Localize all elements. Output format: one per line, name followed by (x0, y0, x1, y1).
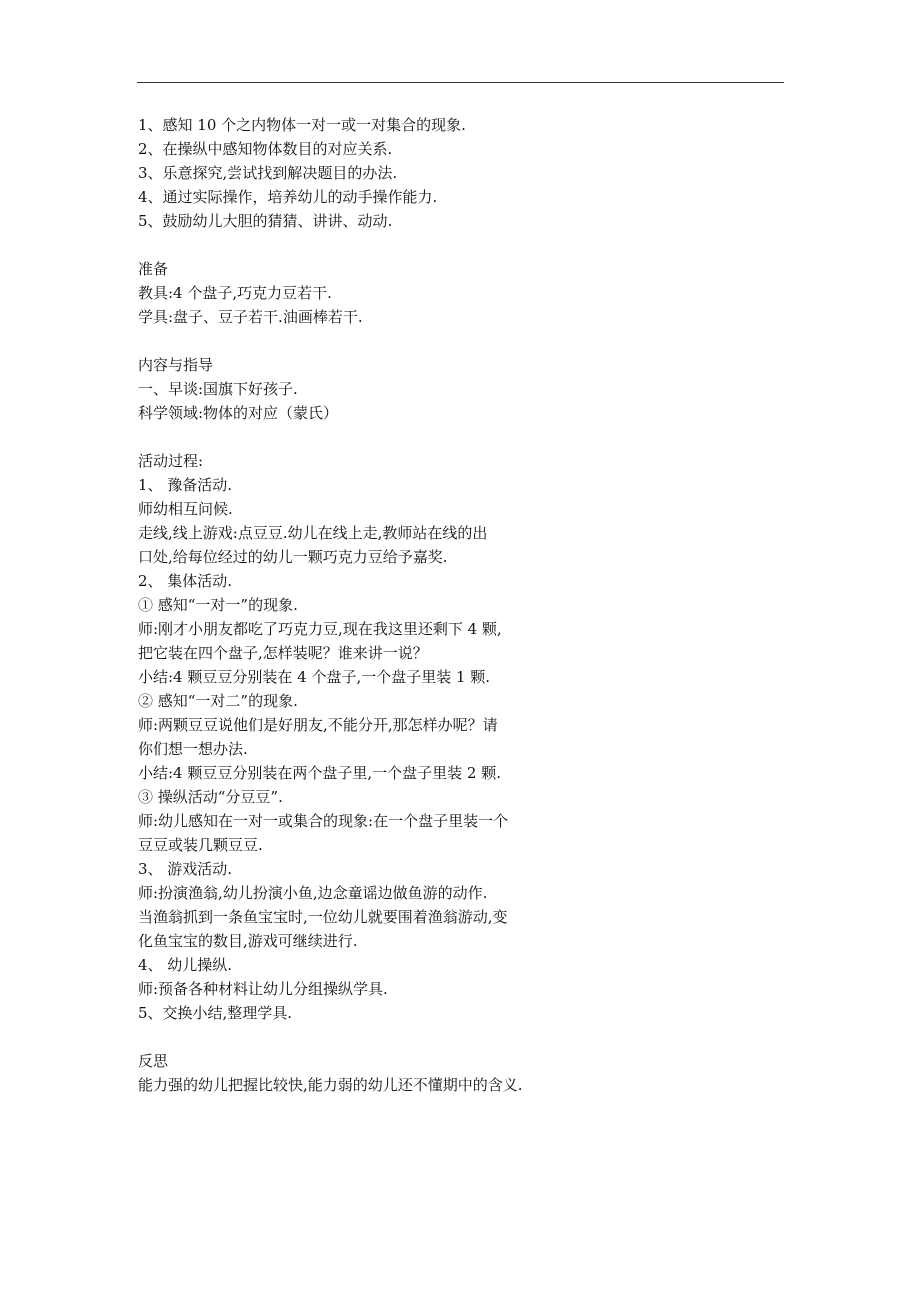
process-line: 师:扮演渔翁,幼儿扮演小鱼,边念童谣边做鱼游的动作. (138, 884, 488, 902)
content-line: 一、早谈:国旗下好孩子. (138, 380, 298, 398)
preparation-line: 教具:4 个盘子,巧克力豆若干. (138, 284, 332, 302)
preparation-heading: 准备 (138, 260, 169, 278)
process-line: 口处,给每位经过的幼儿一颗巧克力豆给予嘉奖. (138, 548, 448, 566)
process-line: 3、 游戏活动. (138, 860, 233, 878)
process-line: 化鱼宝宝的数目,游戏可继续进行. (138, 932, 358, 950)
goal-line: 3、乐意探究,尝试找到解决题目的办法. (138, 164, 398, 182)
process-line: 师:两颗豆豆说他们是好朋友,不能分开,那怎样办呢？请 (138, 716, 498, 734)
goal-line: 5、鼓励幼儿大胆的猜猜、讲讲、动动. (138, 212, 393, 230)
process-line: ① 感知“一对一”的现象. (138, 596, 298, 614)
section-gap (138, 233, 788, 257)
process-line: ③ 操纵活动“分豆豆”. (138, 788, 283, 806)
process-line: 当渔翁抓到一条鱼宝宝时,一位幼儿就要围着渔翁游动,变 (138, 908, 508, 926)
process-line: 走线,线上游戏:点豆豆.幼儿在线上走,教师站在线的出 (138, 524, 488, 542)
content-heading: 内容与指导 (138, 356, 214, 374)
section-gap (138, 425, 788, 449)
content-line: 科学领域:物体的对应（蒙氏） (138, 404, 339, 422)
process-line: ② 感知“一对二”的现象. (138, 692, 298, 710)
process-heading: 活动过程: (138, 452, 204, 470)
process-line: 小结:4 颗豆豆分别装在两个盘子里,一个盘子里装 2 颗. (138, 764, 501, 782)
process-line: 1、 豫备活动. (138, 476, 233, 494)
goal-line: 4、通过实际操作，培养幼儿的动手操作能力. (138, 188, 438, 206)
process-line: 把它装在四个盘子,怎样装呢？谁来讲一说？ (138, 644, 428, 662)
section-gap (138, 329, 788, 353)
process-line: 师:预备各种材料让幼儿分组操纵学具. (138, 980, 388, 998)
process-line: 师:刚才小朋友都吃了巧克力豆,现在我这里还剩下 4 颗, (138, 620, 502, 638)
process-line: 师幼相互问候. (138, 500, 233, 518)
process-line: 师:幼儿感知在一对一或集合的现象:在一个盘子里装一个 (138, 812, 509, 830)
process-line: 小结:4 颗豆豆分别装在 4 个盘子,一个盘子里装 1 颗. (138, 668, 491, 686)
process-line: 你们想一想办法. (138, 740, 248, 758)
document-body (138, 113, 788, 1097)
process-line: 4、 幼儿操纵. (138, 956, 233, 974)
process-line: 豆豆或装几颗豆豆. (138, 836, 263, 854)
section-gap (138, 1025, 788, 1049)
goal-line: 1、感知 10 个之内物体一对一或一对集合的现象. (138, 116, 466, 134)
reflection-heading: 反思 (138, 1052, 169, 1070)
goal-line: 2、在操纵中感知物体数目的对应关系. (138, 140, 393, 158)
header-rule (137, 82, 784, 83)
reflection-line: 能力强的幼儿把握比较快,能力弱的幼儿还不懂期中的含义. (138, 1076, 523, 1094)
process-line: 2、 集体活动. (138, 572, 233, 590)
process-line: 5、交换小结,整理学具. (138, 1004, 293, 1022)
preparation-line: 学具:盘子、豆子若干.油画棒若干. (138, 308, 363, 326)
